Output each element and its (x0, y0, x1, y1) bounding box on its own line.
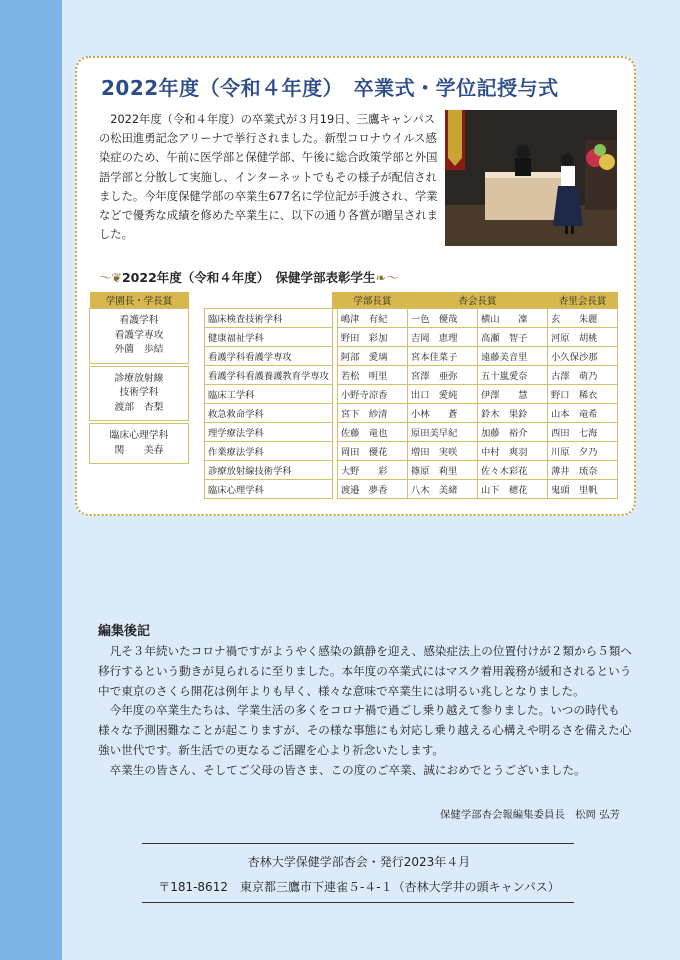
dept-cell: 作業療法学科 (205, 442, 333, 461)
alumni-award-cell: 八木 美緒 (407, 480, 477, 499)
award-row (205, 309, 618, 328)
award-line: 看護学専攻 (114, 329, 164, 341)
award-line: 臨床心理学科 (109, 430, 169, 441)
alumni-award-cell: 増田 実咲 (407, 442, 477, 461)
award-row (205, 461, 618, 480)
dept-cell: 臨床検査技術学科 (205, 309, 333, 328)
dean-award-cell: 渡邉 夢香 (337, 480, 407, 499)
dean-award-cell: 岡田 優花 (337, 442, 407, 461)
dean-award-cell: 嶋津 有紀 (337, 309, 407, 328)
footer-publisher: 杏林大学保健学部杏会・発行2023年４月 (247, 855, 471, 869)
award-table (204, 292, 618, 499)
parents-award-cell: 古澤 萌乃 (547, 366, 617, 385)
award-line: 技術学科 (119, 387, 159, 398)
ceremony-body (99, 110, 444, 244)
award-line: 診療放射線 (114, 372, 164, 384)
president-award-table (89, 292, 189, 464)
parents-award-cell: 河原 胡桃 (547, 328, 617, 347)
dept-cell: 臨床心理学科 (205, 480, 333, 499)
awards-heading-text: 2022年度（令和４年度） 保健学部表彰学生 (121, 270, 376, 285)
alumni-award-cell: 宮澤 亜弥 (407, 366, 477, 385)
heading-ornament-right: ❧～ (375, 270, 399, 285)
dean-award-cell: 阿部 愛璃 (337, 347, 407, 366)
dean-award-cell: 宮下 紗清 (337, 404, 407, 423)
award-row (205, 423, 618, 442)
alumni-award-cell: 原田美早紀 (407, 423, 477, 442)
dean-award-cell: 小野寺涼香 (337, 385, 407, 404)
award-row (205, 385, 618, 404)
alumni-award-cell: 一色 優哉 (407, 309, 477, 328)
postscript-paragraph: 凡そ３年続いたコロナ禍ですがようやく感染の鎮静を迎え、感染症法上の位置付けが２類から５類へ移行するという動きが見られるに至りました。本年度の卒業式にはマスク着用義務が緩和されるという中で東京のさくら開花は例年よりも早く、様々な意味で卒業生には明るい兆しとなりました。 (98, 644, 633, 698)
parents-award-cell: 鬼頭 里帆 (547, 480, 617, 499)
dean-award-cell: 大野 彩 (337, 461, 407, 480)
award-row (205, 366, 618, 385)
alumni-award-cell: 中村 爽羽 (477, 442, 547, 461)
ceremony-photo (445, 110, 617, 246)
dept-cell: 看護学科看護学専攻 (205, 347, 333, 366)
award-row (205, 328, 618, 347)
award-line: 関 美春 (114, 444, 164, 456)
dean-award-cell: 若松 明里 (337, 366, 407, 385)
alumni-award-cell: 吉岡 恵理 (407, 328, 477, 347)
alumni-award-cell: 遠藤美音里 (477, 347, 547, 366)
dept-cell: 看護学科看護養護教育学専攻 (205, 366, 333, 385)
dept-cell: 臨床工学科 (205, 385, 333, 404)
awards-heading (99, 268, 479, 286)
alumni-award-cell: 横山 凜 (477, 309, 547, 328)
alumni-award-cell: 加藤 裕介 (477, 423, 547, 442)
alumni-award-cell: 佐々木彩花 (477, 461, 547, 480)
alumni-award-header: 杏会長賞 (407, 292, 547, 309)
alumni-award-cell: 小林 蒼 (407, 404, 477, 423)
dean-award-cell: 佐藤 竜也 (337, 423, 407, 442)
parents-award-cell: 野口 稀衣 (547, 385, 617, 404)
postscript-paragraph: 卒業生の皆さん、そしてご父母の皆さま、この度のご卒業、誠におめでとうございました。 (109, 762, 586, 777)
alumni-award-cell: 篠原 莉里 (407, 461, 477, 480)
parents-award-cell: 西田 七海 (547, 423, 617, 442)
ceremony-photo-illustration (445, 110, 617, 246)
parents-award-header: 杏里会長賞 (547, 292, 617, 309)
postscript-title: 編集後記 (98, 624, 151, 639)
award-row (205, 442, 618, 461)
footer-rule-bottom (142, 902, 574, 903)
alumni-award-cell: 山下 穂花 (477, 480, 547, 499)
president-award-cell (90, 366, 189, 421)
postscript-paragraph: 今年度の卒業生たちは、学業生活の多くをコロナ禍で過ごし乗り越えて参りました。いつの時代も様々な予測困難なことが起こりますが、その様な事態にも対応し乗り越える心構えや明るさを備えた心強い世代です。新生活での更なるご活躍を心より祈念いたします。 (98, 703, 632, 757)
dean-award-cell: 野田 彩加 (337, 328, 407, 347)
alumni-award-cell: 宮本佳菜子 (407, 347, 477, 366)
alumni-award-cell: 五十嵐愛奈 (477, 366, 547, 385)
award-row (205, 404, 618, 423)
heading-ornament-left: ～❦ (99, 270, 122, 285)
dept-cell: 健康福祉学科 (205, 328, 333, 347)
parents-award-cell: 山本 竜希 (547, 404, 617, 423)
ceremony-paragraph: 2022年度（令和４年度）の卒業式が３月19日、三鷹キャンパスの松田進勇記念アリーナで挙行されました。新型コロナウイルス感染症のため、午前に医学部と保健学部、午後に総合政策学部と外国語学部と分散して実施し、インターネットでもその様子が配信されました。今年度保健学部の卒業生677名に学位記が手渡され、学業などで優秀な成績を修めた卒業生に、以下の通り各賞が贈呈されました。 (99, 113, 438, 242)
alumni-award-cell: 鈴木 果鈴 (477, 404, 547, 423)
alumni-award-cell: 高瀬 智子 (477, 328, 547, 347)
parents-award-cell: 玄 朱麗 (547, 309, 617, 328)
award-row (205, 347, 618, 366)
parents-award-cell: 小久保沙那 (547, 347, 617, 366)
dept-header-blank (205, 292, 333, 309)
alumni-award-cell: 出口 愛純 (407, 385, 477, 404)
president-award-cell (90, 309, 189, 364)
dept-cell: 診療放射線技術学科 (205, 461, 333, 480)
dean-award-header: 学部長賞 (337, 292, 407, 309)
dept-cell: 救急救命学科 (205, 404, 333, 423)
president-award-header: 学園長・学長賞 (90, 292, 189, 309)
ceremony-box (75, 56, 636, 516)
ceremony-title: 2022年度（令和４年度） 卒業式・学位記授与式 (101, 76, 559, 100)
postscript-body (98, 642, 633, 781)
award-line: 渡部 杏梨 (114, 401, 164, 413)
award-line: 外薗 歩結 (114, 344, 164, 355)
side-band (0, 0, 62, 960)
award-row (205, 480, 618, 499)
postscript-signature: 保健学部杏会報編集委員長 松岡 弘芳 (440, 809, 620, 821)
footer-rule-top (142, 843, 574, 844)
parents-award-cell: 薄井 琉奈 (547, 461, 617, 480)
alumni-award-cell: 伊澤 慧 (477, 385, 547, 404)
parents-award-cell: 川原 夕乃 (547, 442, 617, 461)
award-line: 看護学科 (119, 315, 159, 326)
footer-address: 〒181-8612 東京都三鷹市下連雀５-４-１（杏林大学井の頭キャンパス） (158, 880, 560, 894)
president-award-cell (90, 424, 189, 464)
dept-cell: 理学療法学科 (205, 423, 333, 442)
